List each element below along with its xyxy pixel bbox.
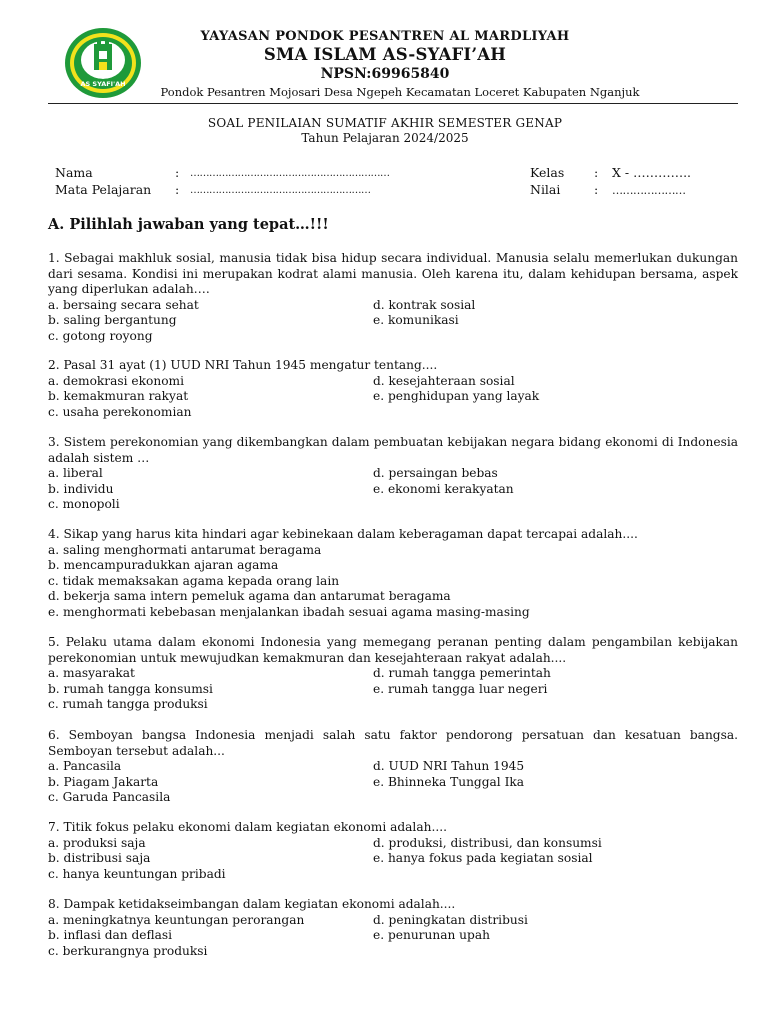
question-5	[48, 635, 738, 713]
question-6	[48, 728, 738, 806]
nilai-colon: :	[594, 182, 599, 197]
option-a[interactable]: a. Pancasila	[48, 759, 122, 774]
option-c[interactable]: c. berkurangnya produksi	[48, 943, 208, 958]
option-b[interactable]: b. saling bergantung	[48, 313, 177, 328]
option-c[interactable]: c. monopoli	[48, 497, 120, 512]
question-text: 8. Dampak ketidakseimbangan dalam kegiatan ekonomi adalah....	[48, 897, 456, 911]
question-text: 4. Sikap yang harus kita hindari agar kebinekaan dalam keberagaman dapat tercapai adalah....	[48, 527, 638, 541]
option-a[interactable]: a. liberal	[48, 466, 103, 481]
option-e[interactable]: e. menghormati kebebasan menjalankan ibadah sesuai agama masing-masing	[48, 604, 530, 619]
option-d[interactable]: d. rumah tangga pemerintah	[373, 666, 551, 681]
option-c[interactable]: c. usaha perekonomian	[48, 404, 192, 419]
option-a[interactable]: a. produksi saja	[48, 835, 146, 850]
option-a[interactable]: a. demokrasi ekonomi	[48, 373, 185, 388]
school-name: SMA ISLAM AS-SYAFI’AH	[263, 45, 507, 64]
option-c[interactable]: c. rumah tangga produksi	[48, 697, 208, 712]
mapel-colon: :	[175, 182, 180, 197]
option-b[interactable]: b. Piagam Jakarta	[48, 774, 159, 789]
question-7	[48, 820, 738, 882]
option-e[interactable]: e. penurunan upah	[373, 928, 490, 943]
section-a-title: A. Pilihlah jawaban yang tepat…!!!	[48, 216, 329, 233]
nilai-label: Nilai	[530, 182, 561, 197]
option-d[interactable]: d. UUD NRI Tahun 1945	[373, 759, 525, 774]
kelas-colon: :	[594, 165, 599, 180]
option-e[interactable]: e. hanya fokus pada kegiatan sosial	[373, 851, 593, 866]
option-e[interactable]: e. Bhinneka Tunggal Ika	[373, 774, 525, 789]
option-b[interactable]: b. individu	[48, 481, 114, 496]
option-c[interactable]: c. hanya keuntungan pribadi	[48, 866, 226, 881]
kelas-field[interactable]: X - …………..	[612, 165, 692, 180]
option-c[interactable]: c. tidak memaksakan agama kepada orang lain	[48, 573, 340, 588]
question-4	[48, 527, 738, 621]
question-8	[48, 897, 738, 959]
question-text: 7. Titik fokus pelaku ekonomi dalam kegiatan ekonomi adalah....	[48, 820, 447, 834]
option-c[interactable]: c. gotong royong	[48, 328, 153, 343]
option-b[interactable]: b. rumah tangga konsumsi	[48, 681, 213, 696]
question-text: 6. Semboyan bangsa Indonesia menjadi salah satu faktor pendorong persatuan dan kesatuan bangsa. Semboyan tersebut adalah...	[48, 728, 738, 758]
mapel-label: Mata Pelajaran	[55, 182, 152, 197]
option-e[interactable]: e. penghidupan yang layak	[373, 389, 540, 404]
option-b[interactable]: b. inflasi dan deflasi	[48, 928, 173, 943]
option-e[interactable]: e. komunikasi	[373, 313, 459, 328]
question-2	[48, 358, 738, 420]
school-address: Pondok Pesantren Mojosari Desa Ngepeh Kecamatan Loceret Kabupaten Nganjuk	[160, 85, 640, 99]
nama-colon: :	[175, 165, 180, 180]
question-text: 2. Pasal 31 ayat (1) UUD NRI Tahun 1945 mengatur tentang....	[48, 358, 438, 372]
question-3	[48, 435, 738, 513]
exam-year: Tahun Pelajaran 2024/2025	[301, 131, 469, 145]
option-d[interactable]: d. bekerja sama intern pemeluk agama dan antarumat beragama	[48, 589, 451, 604]
option-c[interactable]: c. Garuda Pancasila	[48, 790, 171, 805]
option-e[interactable]: e. ekonomi kerakyatan	[373, 481, 514, 496]
foundation-name: YAYASAN PONDOK PESANTREN AL MARDLIYAH	[200, 29, 570, 44]
option-a[interactable]: a. meningkatnya keuntungan perorangan	[48, 912, 305, 927]
option-d[interactable]: d. persaingan bebas	[373, 466, 498, 481]
option-d[interactable]: d. peningkatan distribusi	[373, 912, 528, 927]
nilai-field[interactable]: …………………	[612, 184, 686, 197]
kelas-label: Kelas	[530, 165, 565, 180]
logo-text: AS SYAFI'AH	[80, 80, 126, 88]
question-text: 5. Pelaku utama dalam ekonomi Indonesia yang memegang peranan penting dalam pengambilan kebijakan perekonomian untuk mewujudkan kemakmuran dan kesejahteraan rakyat adalah....	[48, 635, 738, 665]
nama-label: Nama	[55, 165, 93, 180]
nama-field[interactable]: ………………………………………………………	[190, 168, 390, 179]
option-a[interactable]: a. masyarakat	[48, 666, 135, 681]
question-text: 1. Sebagai makhluk sosial, manusia tidak bisa hidup secara individual. Manusia selalu memerlukan dukungan dari sesama. Kondisi ini merupakan kodrat alami manusia. Oleh karena itu, dalam kehidupan bersama, aspek yang diperlukan adalah….	[48, 251, 738, 297]
option-d[interactable]: d. kesejahteraan sosial	[373, 373, 515, 388]
option-a[interactable]: a. saling menghormati antarumat beragama	[48, 542, 322, 557]
option-d[interactable]: d. produksi, distribusi, dan konsumsi	[373, 835, 602, 850]
npsn: NPSN:69965840	[320, 66, 450, 82]
option-e[interactable]: e. rumah tangga luar negeri	[373, 681, 548, 696]
option-b[interactable]: b. kemakmuran rakyat	[48, 389, 189, 404]
question-text: 3. Sistem perekonomian yang dikembangkan dalam pembuatan kebijakan negara bidang ekonomi di Indonesia adalah sistem …	[48, 435, 738, 465]
option-b[interactable]: b. distribusi saja	[48, 851, 151, 866]
header-divider	[48, 103, 738, 104]
mapel-field[interactable]: …………………………………………………	[190, 185, 371, 196]
option-a[interactable]: a. bersaing secara sehat	[48, 297, 199, 312]
option-d[interactable]: d. kontrak sosial	[373, 297, 476, 312]
exam-title: SOAL PENILAIAN SUMATIF AKHIR SEMESTER GENAP	[207, 116, 563, 130]
question-1	[48, 251, 738, 345]
option-b[interactable]: b. mencampuradukkan ajaran agama	[48, 558, 279, 573]
